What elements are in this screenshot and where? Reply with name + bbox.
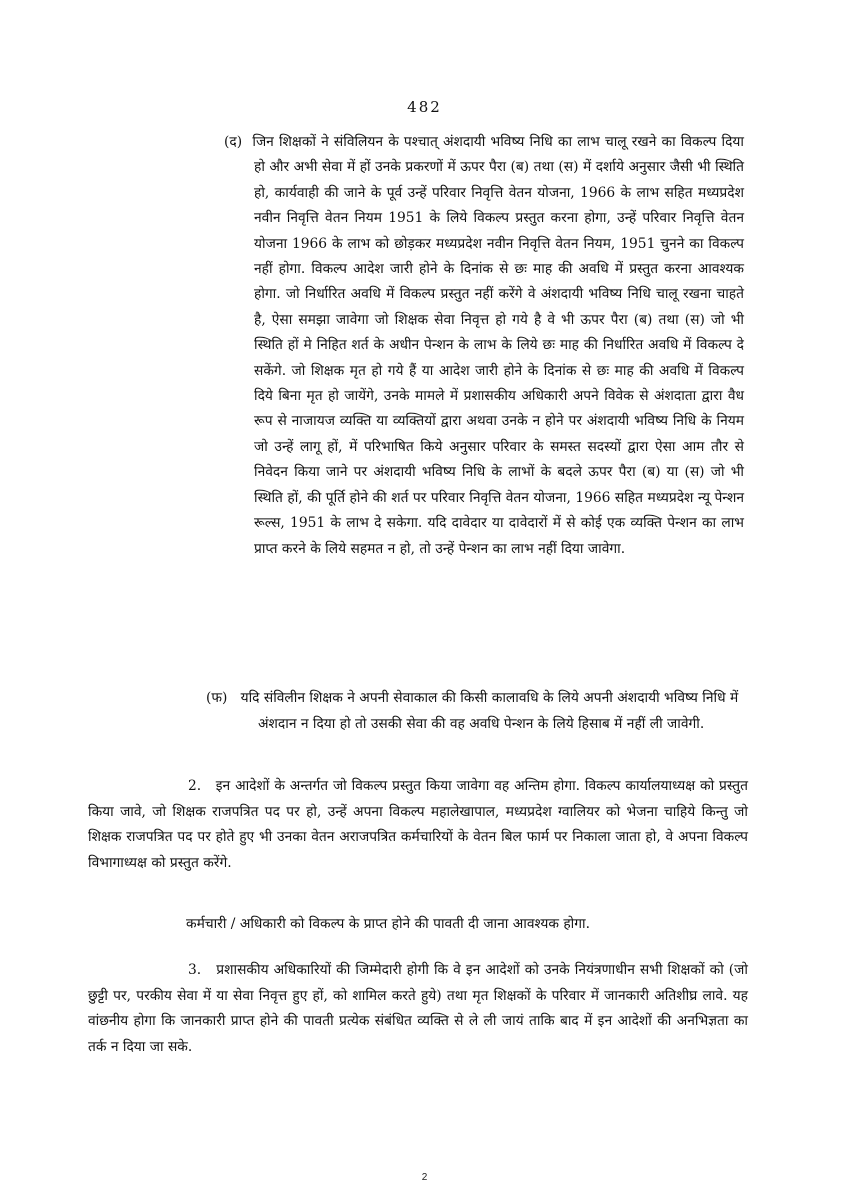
clause-f-text: यदि संविलीन शिक्षक ने अपनी सेवाकाल की किसी कालावधि के लिये अपनी अंशदायी भविष्य निधि में अंशदान न दिया हो तो उसकी सेवा की वह अवधि पेन्शन के लिये हिसाब में नहीं ली जावेगी. (240, 690, 739, 732)
footer-page-number: 2 (421, 1172, 428, 1183)
paragraph-3-number: 3. (188, 962, 202, 978)
clause-d-text: जिन शिक्षकों ने संविलियन के पश्चात् अंशदायी भविष्य निधि का लाभ चालू रखने का विकल्प दिया हो और अभी सेवा में हों उनके प्रकरणों में ऊपर पैरा (ब) तथा (स) में दर्शाये अनुसार जैसी भी स्थिति हो, कार्यवाही की जाने के पूर्व उन्हें परिवार निवृत्ति वेतन योजना, 1966 के लाभ सहित मध्यप्रदेश नवीन निवृत्ति वेतन नियम 1951 के लिये विकल्प प्रस्तुत करना होगा, उन्हें परिवार निवृत्ति वेतन योजना 1966 के लाभ को छोड़कर मध्यप्रदेश नवीन निवृत्ति वेतन नियम, 1951 चुनने का विकल्प नहीं होगा. विकल्प आदेश जारी होने के दिनांक से छः माह की अवधि में प्रस्तुत करना आवश्यक होगा. जो निर्धारित अवधि में विकल्प प्रस्तुत नहीं करेंगे वे अंशदायी भविष्य निधि चालू रखना चाहते है, ऐसा समझा जावेगा जो शिक्षक सेवा निवृत्त हो गये है वे भी ऊपर पैरा (ब) तथा (स) जो भी स्थिति हों मे निहित शर्त के अधीन पेन्शन के लाभ के लिये छः माह की निर्धारित अवधि में विकल्प दे सकेंगे. जो शिक्षक मृत हो गये हैं या आदेश जारी होने के दिनांक से छः माह की अवधि में विकल्प दिये बिना मृत हो जायेंगे, उनके मामले में प्रशासकीय अधिकारी अपने विवेक से अंशदाता द्वारा वैध रूप से नाजायज व्यक्ति या व्यक्तियों द्वारा अथवा उनके न होने पर अंशदायी भविष्य निधि के नियम जो उन्हें लागू हों, में परिभाषित किये अनुसार परिवार के समस्त सदस्यों द्वारा ऐसा आम तौर से निवेदन किया जाने पर अंशदायी भविष्य निधि के लाभों के बदले ऊपर पैरा (ब) या (स) जो भी स्थिति हों, की पूर्ति होने की शर्त पर परिवार निवृत्ति वेतन योजना, 1966 सहित मध्यप्रदेश न्यू पेन्शन रूल्स, 1951 के लाभ दे सकेगा. यदि दावेदार या दावेदारों में से कोई एक व्यक्ति पेन्शन का लाभ प्राप्त करने के लिये सहमत न हो, तो उन्हें पेन्शन का लाभ नहीं दिया जावेगा. (252, 134, 745, 557)
page-number: 482 (407, 98, 442, 116)
receipt-note: कर्मचारी / अधिकारी को विकल्प के प्राप्त होने की पावती दी जाना आवश्यक होगा. (186, 916, 590, 932)
paragraph-3 (88, 958, 748, 1060)
paragraph-2-text: इन आदेशों के अन्तर्गत जो विकल्प प्रस्तुत किया जावेगा वह अन्तिम होगा. विकल्प कार्यालयाध्यक्ष को प्रस्तुत किया जावे, जो शिक्षक राजपत्रित पद पर हो, उन्हें अपना विकल्प महालेखापाल, मध्यप्रदेश ग्वालियर को भेजना चाहिये किन्तु जो शिक्षक राजपत्रित पद पर होते हुए भी उनका वेतन अराजपत्रित कर्मचारियों के वेतन बिल फार्म पर निकाला जाता हो, वे अपना विकल्प विभागाध्यक्ष को प्रस्तुत करेंगे. (88, 778, 748, 871)
paragraph-2-number: 2. (188, 778, 202, 794)
clause-f-label: (फ) (206, 690, 228, 706)
paragraph-3-text: प्रशासकीय अधिकारियों की जिम्मेदारी होगी कि वे इन आदेशों को उनके नियंत्रणाधीन सभी शिक्षकों को (जो छुट्टी पर, परकीय सेवा में या सेवा निवृत्त हुए हों, को शामिल करते हुये) तथा मृत शिक्षकों के परिवार में जानकारी अतिशीघ्र लावे. यह वांछनीय होगा कि जानकारी प्राप्त होने की पावती प्रत्येक संबंधित व्यक्ति से ले ली जायं ताकि बाद में इन आदेशों की अनभिज्ञता का तर्क न दिया जा सके. (88, 962, 748, 1055)
clause-f (206, 686, 746, 737)
paragraph-2 (88, 774, 748, 876)
clause-d (196, 130, 744, 562)
clause-d-label: (द) (224, 134, 243, 150)
